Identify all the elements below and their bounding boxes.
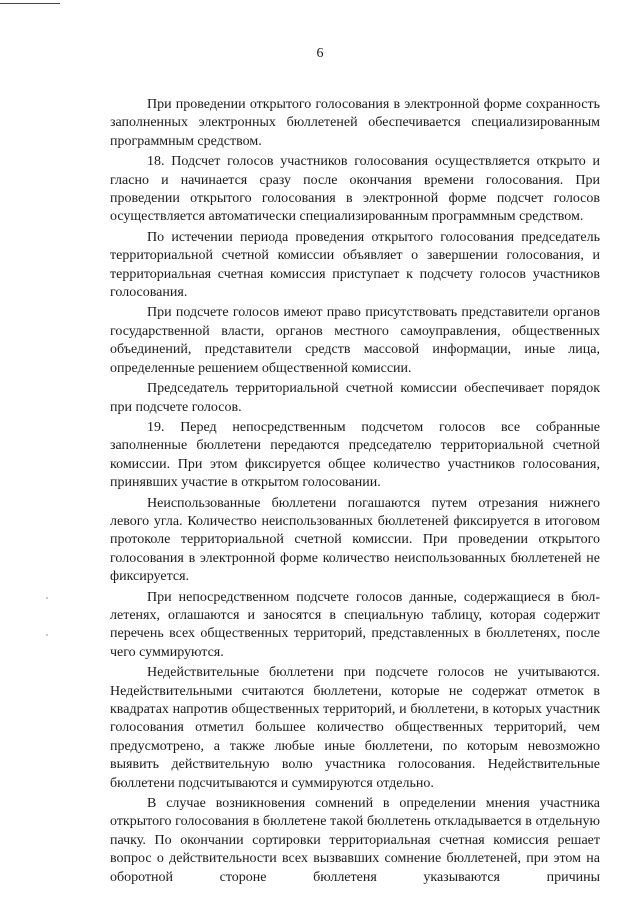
paragraph-electronic-ballot-storage: При проведении открытого голосования в электронной форме сохранность заполненных электронных бюллетеней обеспечивается специализированным программным средством. (110, 97, 600, 149)
page-number: 6 (316, 46, 324, 61)
paragraph-chairman-order: Председатель территориальной счетной комиссии обеспечивает порядок при подсчете голосов. (110, 381, 600, 415)
header-rule (0, 3, 60, 4)
paragraph-item-19-ballot-transfer: 19. Перед непосредственным подсчетом голосов все собранные заполненные бюллетени передаются председателю территориальной счетной комиссии. При этом фиксируется общее количество участников голосования, принявших участие в открытом голосовании. (110, 419, 600, 491)
paragraph-unused-ballots: Неиспользованные бюллетени погашаются путем отрезания нижнего левого угла. Количество неиспользованных бюллетеней фиксируется в итоговом протоколе территориальной счетной комиссии. При проведении открытого голосования в электронной форме количество неиспользованных бюллетеней не фиксируется. (110, 495, 600, 585)
paragraph-count-table: При непосредственном подсчете голосов данные, содержащиеся в бюллетенях, оглашаются и заносятся в специальную таблицу, которая содержит перечень всех общественных территорий, представленных в бюллетенях, после чего суммируются. (110, 589, 600, 660)
scan-speck (46, 634, 48, 636)
scan-speck (46, 597, 48, 599)
paragraph-invalid-ballots: Недействительные бюллетени при подсчете голосов не учитываются. Недействительными считаются бюллетени, которые не содержат отметок в квадратах напротив общественных территорий, и бюллетени, в которых участник голосования отметил большее количество общественных территорий, чем предусмотрено, а также любые иные бюллетени, по которым невозможно выявить действительную волю участника голосования. Недействительные бюллетени подсчитываются и суммируются отдельно. (110, 665, 600, 791)
paragraph-voting-completion: По истечении периода проведения открытого голосования председатель территориальной счетной комиссии объявляет о завершении голосования, и территориальная счетная комиссия приступает к подсчету голосов участников голосования. (110, 229, 600, 301)
paragraph-disputed-ballots: В случае возникновения сомнений в определении мнения участника открытого голосования в бюллетене такой бюллетень откладывается в отдельную пачку. По окончании сортировки территориальная счетная комиссия решает вопрос о действительности всех вызвавших сомнение бюллетеней, при этом на оборотной стороне бюллетеня указываются причины (110, 796, 600, 885)
paragraph-count-observers: При подсчете голосов имеют право присутствовать представители органов государственной власти, органов местного самоуправления, общественных объединений, представители средств массовой информации, иные лица, определенные решением общественной комиссии. (110, 305, 600, 376)
paragraph-item-18-vote-count: 18. Подсчет голосов участников голосования осуществляется открыто и гласно и начинается сразу после окончания времени голосования. При проведении открытого голосования в электронной форме подсчет голосов осуществляется автоматически специализированным программным средством. (110, 154, 600, 225)
document-body (110, 96, 600, 887)
